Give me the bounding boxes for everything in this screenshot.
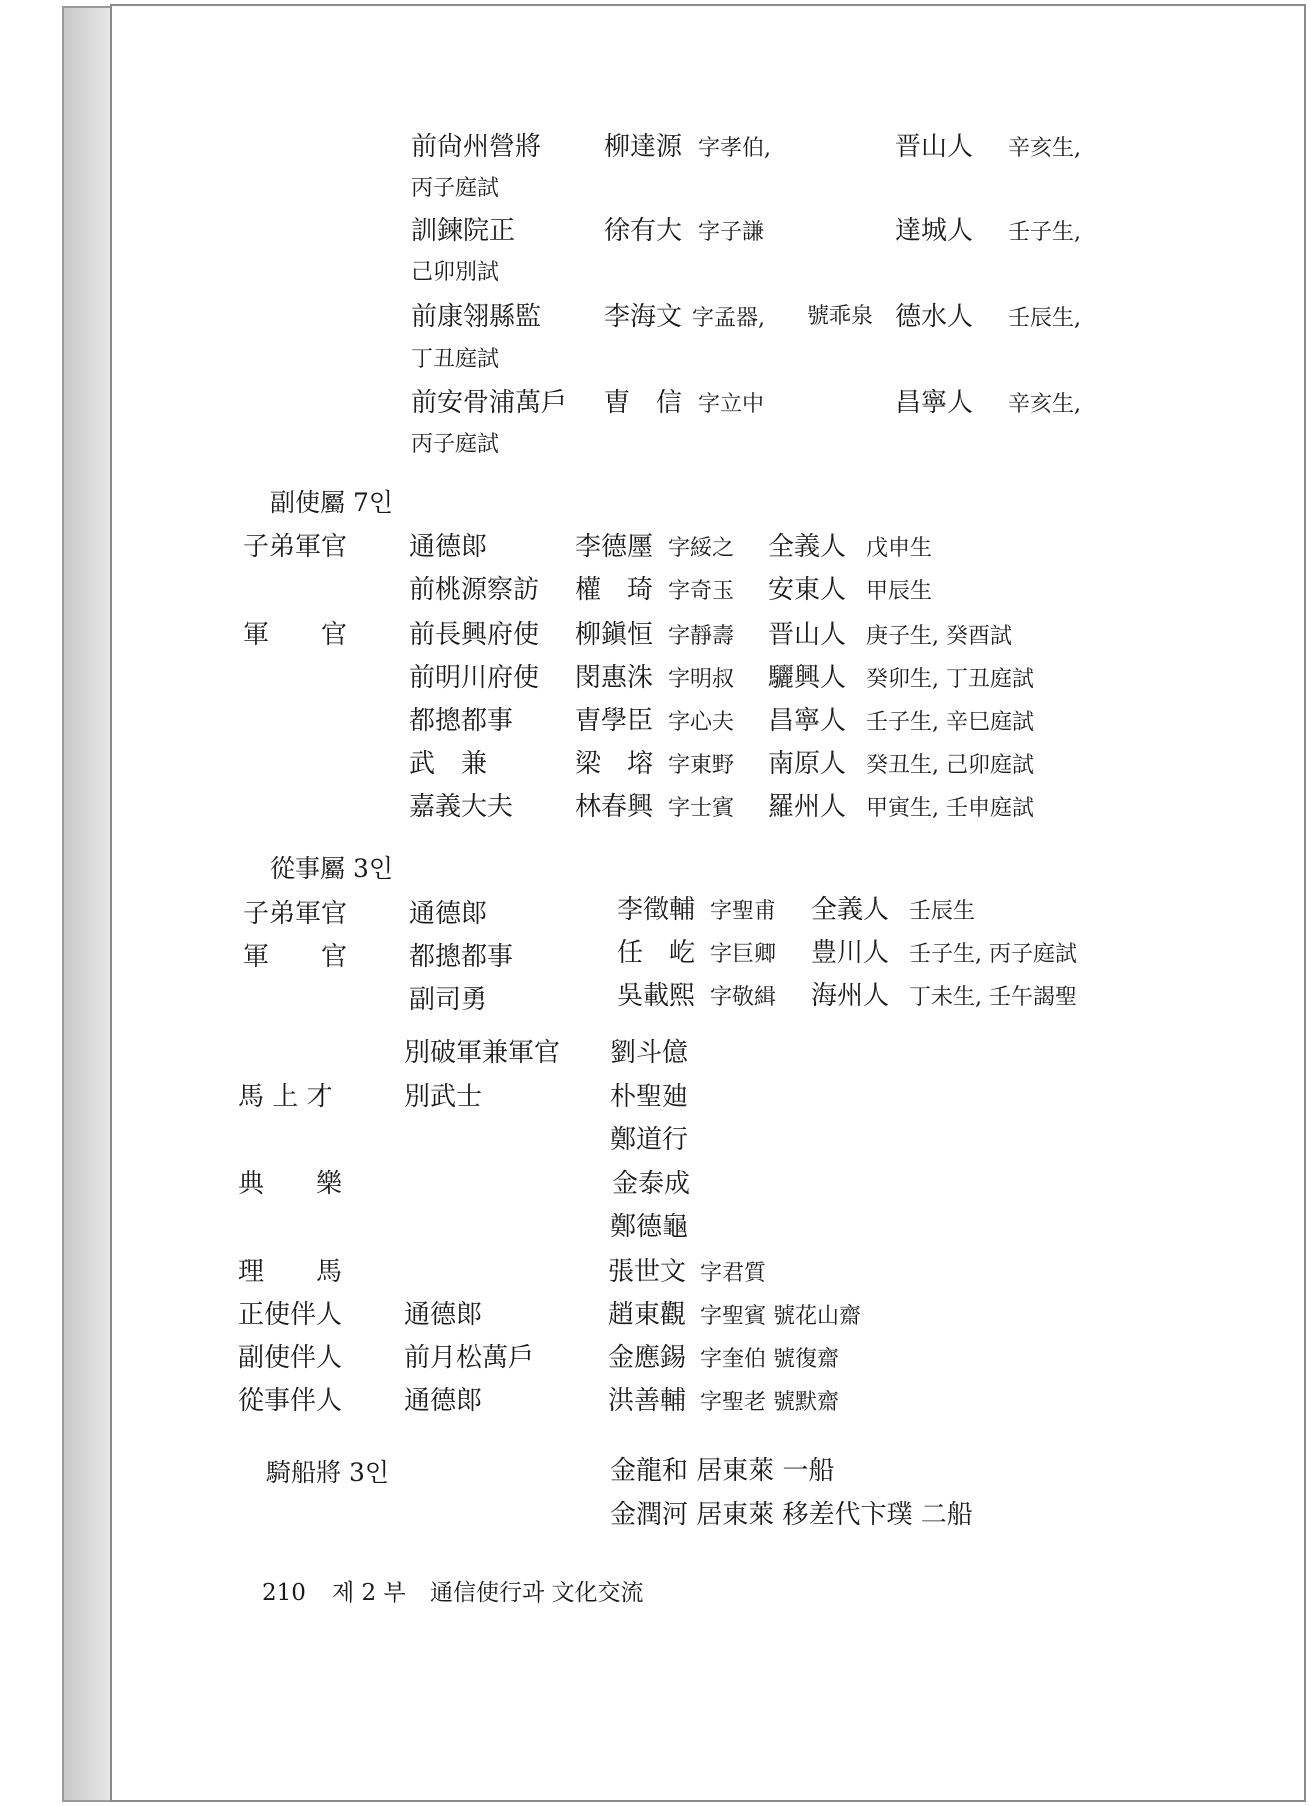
- origin: 驪興人: [768, 663, 847, 693]
- role: 正使伴人: [238, 1300, 343, 1330]
- office: 前明川府使: [409, 663, 540, 693]
- courtesy-name: 字敬緝: [710, 985, 777, 1010]
- courtesy-name: 字奎伯 號復齋: [700, 1347, 839, 1372]
- birth-info: 壬子生, 丙子庭試: [909, 942, 1077, 967]
- office: 通德郞: [409, 899, 488, 929]
- person-name: 趙東觀: [608, 1300, 687, 1330]
- courtesy-name: 字明叔: [668, 667, 735, 692]
- person-name: 任 屹: [617, 938, 696, 968]
- section-heading: 從事屬 3인: [270, 854, 394, 883]
- office: 前尙州營將: [411, 132, 542, 162]
- office: 別武士: [404, 1082, 483, 1112]
- birth-info: 壬子生, 辛巳庭試: [866, 710, 1034, 735]
- role: 軍 官: [243, 942, 348, 972]
- courtesy-name: 字聖老 號默齋: [700, 1390, 839, 1415]
- courtesy-name: 字孟器,: [692, 306, 765, 331]
- person-name: 曺學臣: [575, 706, 654, 736]
- person-name: 曺 信: [604, 388, 683, 418]
- birth-info: 癸卯生, 丁丑庭試: [866, 667, 1034, 692]
- office: 別破軍兼軍官: [404, 1038, 561, 1068]
- office: 前康翎縣監: [411, 302, 542, 332]
- courtesy-name: 字子謙: [698, 220, 765, 245]
- courtesy-name: 字奇玉: [668, 579, 735, 604]
- birth-info: 壬辰生: [909, 899, 976, 924]
- origin: 安東人: [768, 575, 847, 605]
- person-name: 閔惠洙: [575, 663, 654, 693]
- section-heading: 騎船將 3인: [266, 1458, 390, 1487]
- exam: 丁丑庭試: [411, 347, 500, 372]
- origin: 全義人: [811, 895, 890, 925]
- person-name: 柳達源: [604, 132, 683, 162]
- birth-info: 丁未生, 壬午謁聖: [909, 985, 1077, 1010]
- origin: 羅州人: [768, 792, 847, 822]
- birth: 壬辰生,: [1008, 306, 1081, 331]
- courtesy-name: 字心夫: [668, 710, 735, 735]
- ship-row: 金潤河 居東萊 移差代卞璞 二船: [610, 1500, 973, 1530]
- courtesy-name: 字巨卿: [710, 942, 777, 967]
- role: 典 樂: [238, 1169, 343, 1199]
- courtesy-name: 字東野: [668, 753, 735, 778]
- person-name: 鄭道行: [610, 1125, 689, 1155]
- person-name: 劉斗億: [610, 1038, 689, 1068]
- courtesy-name: 字聖甫: [710, 899, 777, 924]
- courtesy-name: 字士賓: [668, 796, 735, 821]
- origin: 昌寧人: [768, 706, 847, 736]
- section-heading: 副使屬 7인: [270, 488, 394, 517]
- role: 副使伴人: [238, 1343, 343, 1373]
- office: 副司勇: [409, 985, 488, 1015]
- courtesy-name: 字聖賓 號花山齋: [700, 1304, 861, 1329]
- exam: 丙子庭試: [411, 432, 500, 457]
- role: 從事伴人: [238, 1386, 343, 1416]
- office: 武 兼: [409, 749, 488, 779]
- art-name: 號乖泉: [807, 304, 874, 329]
- office: 都摠都事: [409, 942, 514, 972]
- origin: 晋山人: [895, 132, 974, 162]
- office: 前桃源察訪: [409, 575, 540, 605]
- office: 前長興府使: [409, 620, 540, 650]
- person-name: 金泰成: [612, 1169, 691, 1199]
- person-name: 徐有大: [604, 216, 683, 246]
- office: 通德郞: [409, 532, 488, 562]
- role: 理 馬: [238, 1257, 343, 1287]
- person-name: 吳載熙: [617, 981, 696, 1011]
- person-name: 朴聖廸: [610, 1082, 689, 1112]
- person-name: 權 琦: [575, 575, 654, 605]
- running-title: 通信使行과 文化交流: [430, 1580, 644, 1606]
- origin: 晋山人: [768, 620, 847, 650]
- office: 前安骨浦萬戶: [411, 388, 568, 418]
- office: 前月松萬戶: [404, 1343, 535, 1373]
- birth: 辛亥生,: [1008, 136, 1081, 161]
- person-name: 梁 塎: [575, 749, 654, 779]
- office: 通德郞: [404, 1386, 483, 1416]
- birth-info: 戊申生: [866, 536, 933, 561]
- book-spine: [62, 6, 112, 1802]
- ship-row: 金龍和 居東萊 一船: [610, 1456, 835, 1486]
- origin: 南原人: [768, 749, 847, 779]
- person-name: 李徵輔: [617, 895, 696, 925]
- origin: 德水人: [895, 302, 974, 332]
- person-name: 李海文: [604, 302, 683, 332]
- person-name: 鄭德龜: [610, 1212, 689, 1242]
- person-name: 洪善輔: [608, 1386, 687, 1416]
- courtesy-name: 字孝伯,: [698, 136, 771, 161]
- page-number: 210: [262, 1580, 306, 1606]
- role: 子弟軍官: [243, 532, 348, 562]
- role: 軍 官: [243, 620, 348, 650]
- person-name: 李德㕓: [575, 532, 654, 562]
- role: 馬 上 才: [238, 1082, 333, 1112]
- exam: 丙子庭試: [411, 176, 500, 201]
- birth-info: 甲寅生, 壬申庭試: [866, 796, 1034, 821]
- person-name: 柳鎭恒: [575, 620, 654, 650]
- courtesy-name: 字綏之: [668, 536, 735, 561]
- birth: 壬子生,: [1008, 220, 1081, 245]
- origin: 昌寧人: [895, 388, 974, 418]
- office: 通德郞: [404, 1300, 483, 1330]
- origin: 海州人: [811, 981, 890, 1011]
- person-name: 林春興: [575, 792, 654, 822]
- person-name: 金應錫: [608, 1343, 687, 1373]
- office: 都摠都事: [409, 706, 514, 736]
- person-name: 張世文: [608, 1257, 687, 1287]
- courtesy-name: 字靜壽: [668, 624, 735, 649]
- role: 子弟軍官: [243, 899, 348, 929]
- office: 嘉義大夫: [409, 792, 514, 822]
- birth-info: 庚子生, 癸酉試: [866, 624, 1012, 649]
- part-label: 제 2 부: [332, 1580, 406, 1606]
- exam: 己卯別試: [411, 260, 500, 285]
- birth-info: 甲辰生: [866, 579, 933, 604]
- office: 訓鍊院正: [411, 216, 516, 246]
- origin: 達城人: [895, 216, 974, 246]
- birth: 辛亥生,: [1008, 392, 1081, 417]
- courtesy-name: 字立中: [698, 392, 765, 417]
- birth-info: 癸丑生, 己卯庭試: [866, 753, 1034, 778]
- courtesy-name: 字君質: [700, 1261, 767, 1286]
- origin: 豊川人: [811, 938, 890, 968]
- origin: 全義人: [768, 532, 847, 562]
